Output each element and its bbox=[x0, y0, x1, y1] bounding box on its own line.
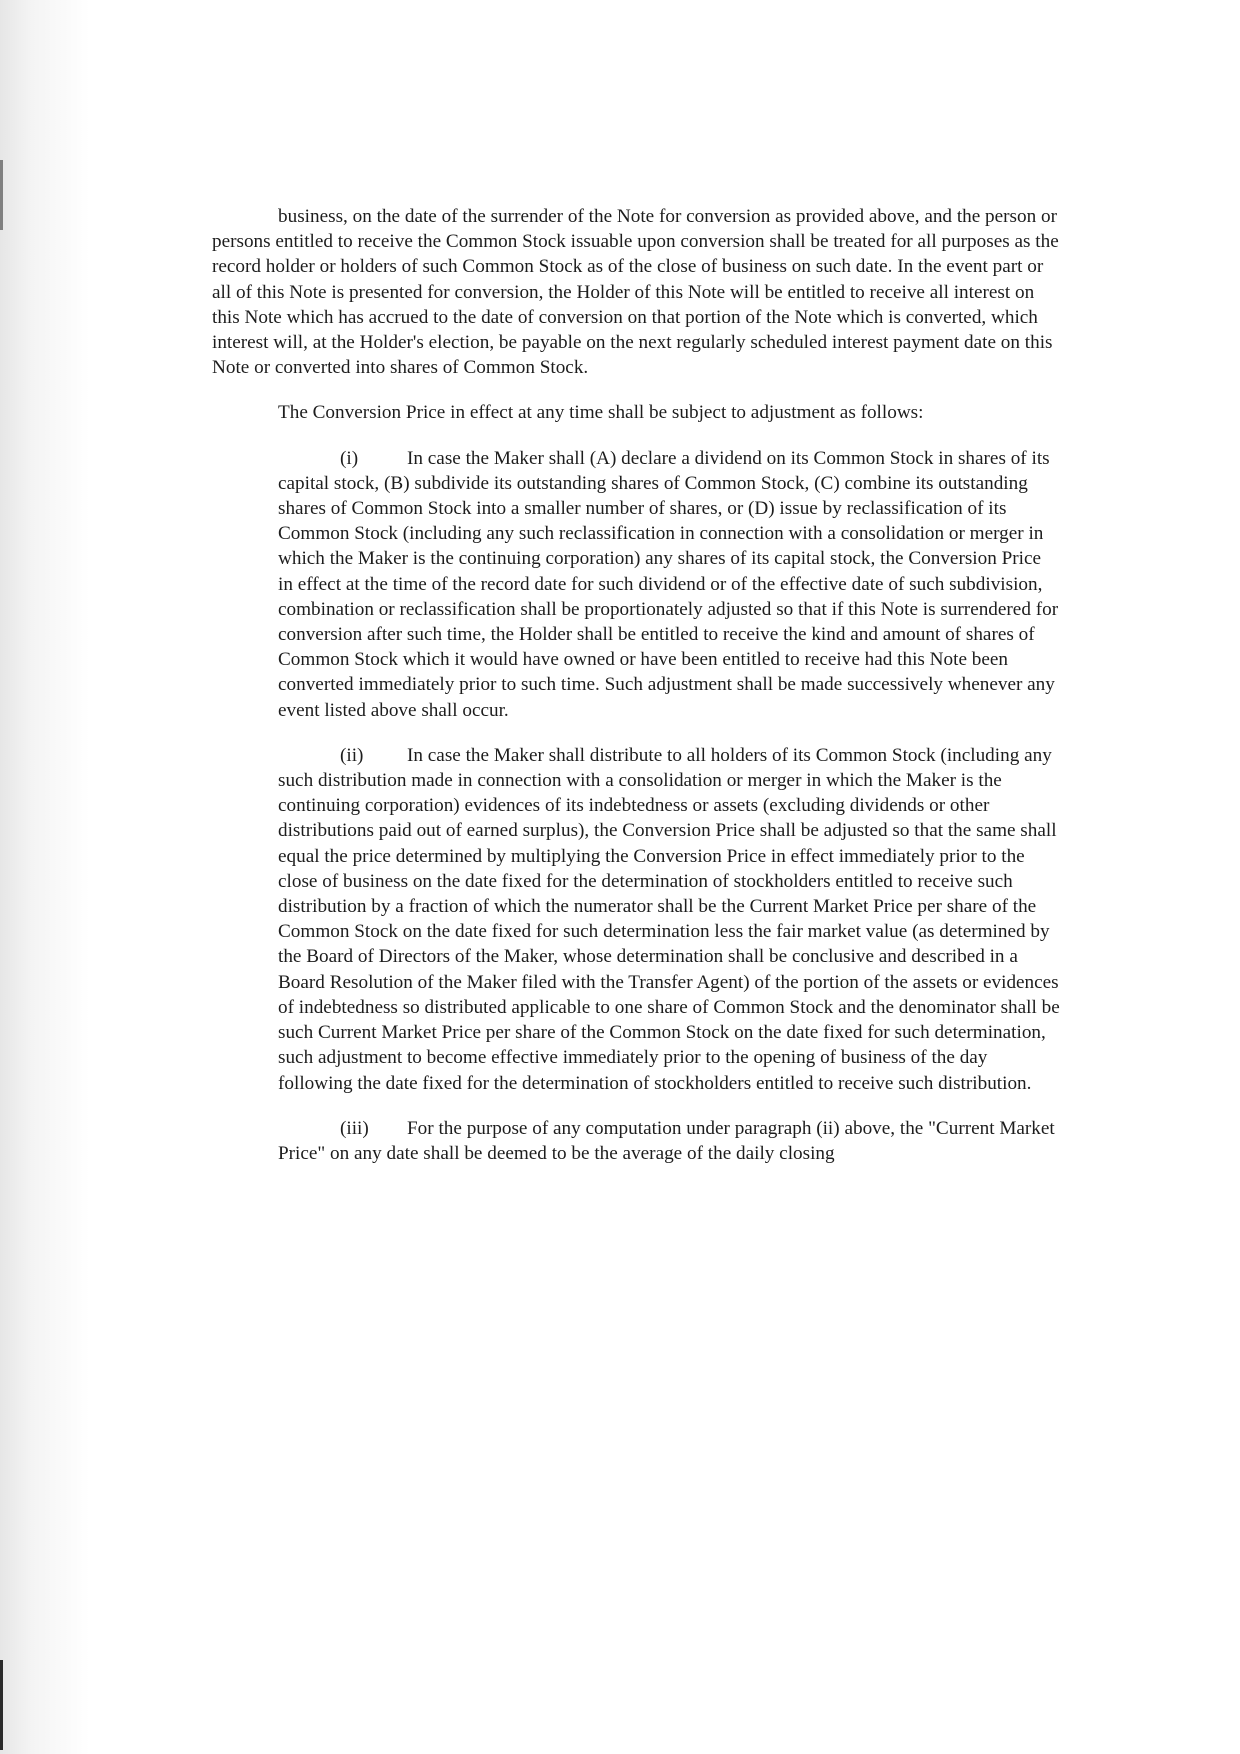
scan-shadow bbox=[0, 0, 90, 1754]
continuation-paragraph: business, on the date of the surrender of the Note for conversion as provided above, and the person or persons entitled to receive the Common Stock issuable upon conversion shall be treated for all purposes as the record holder or holders of such Common Stock as of the close of business on such date. In the event part or all of this Note is presented for conversion, the Holder of this Note will be entitled to receive all interest on this Note which has accrued to the date of conversion on that portion of the Note which is converted, which interest will, at the Holder's election, be payable on the next regularly scheduled interest payment date on this Note or converted into shares of Common Stock. bbox=[212, 206, 1059, 379]
scan-edge-mark-bottom bbox=[0, 1660, 3, 1750]
item-text-ii: In case the Maker shall distribute to all holders of its Common Stock (including any such distribution made in connection with a consolidation or merger in which the Maker is the continuing corporation) evidences of its indebtedness or assets (excluding dividends or other distributions paid out of earned surplus), the Conversion Price shall be adjusted so that the same shall equal the price determined by multiplying the Conversion Price in effect immediately prior to the close of business on the date fixed for the determination of stockholders entitled to receive such distribution by a fraction of which the numerator shall be the Current Market Price per share of the Common Stock on the date fixed for such determination less the fair market value (as determined by the Board of Directors of the Maker, whose determination shall be conclusive and described in a Board Resolution of the Maker filed with the Transfer Agent) of the portion of the assets or evidences of indebtedness so distributed applicable to one share of Common Stock and the denominator shall be such Current Market Price per share of the Common Stock on the date fixed for such determination, such adjustment to become effective immediately prior to the opening of business of the day following the date fixed for the determination of stockholders entitled to receive such distribution. bbox=[278, 744, 1060, 1094]
item-text-i: In case the Maker shall (A) declare a dividend on its Common Stock in shares of its capital stock, (B) subdivide its outstanding shares of Common Stock, (C) combine its outstanding shares of Common Stock into a smaller number of shares, or (D) issue by reclassification of its Common Stock (including any such reclassification in connection with a consolidation or merger in which the Maker is the continuing corporation) any shares of its capital stock, the Conversion Price in effect at the time of the record date for such dividend or of the effective date of such subdivision, combination or reclassification shall be proportionately adjusted so that if this Note is surrendered for conversion after such time, the Holder shall be entitled to receive the kind and amount of shares of Common Stock which it would have owned or have been entitled to receive had this Note been converted immediately prior to such time. Such adjustment shall be made successively whenever any event listed above shall occur. bbox=[278, 447, 1059, 721]
item-text-iii: For the purpose of any computation under paragraph (ii) above, the "Current Market Price" on any date shall be deemed to be the average of the daily closing bbox=[278, 1117, 1055, 1164]
item-label-iii: (iii) bbox=[340, 1117, 369, 1139]
adjustment-intro-paragraph: The Conversion Price in effect at any time shall be subject to adjustment as follows: bbox=[278, 402, 924, 424]
item-label-i: (i) bbox=[340, 447, 359, 469]
document-page bbox=[212, 204, 1060, 1166]
adjustment-item-iii bbox=[212, 1116, 1060, 1166]
item-label-ii: (ii) bbox=[340, 744, 364, 766]
scan-edge-mark-top bbox=[0, 160, 3, 230]
adjustment-item-ii bbox=[212, 743, 1060, 1096]
adjustment-item-i bbox=[212, 446, 1060, 723]
